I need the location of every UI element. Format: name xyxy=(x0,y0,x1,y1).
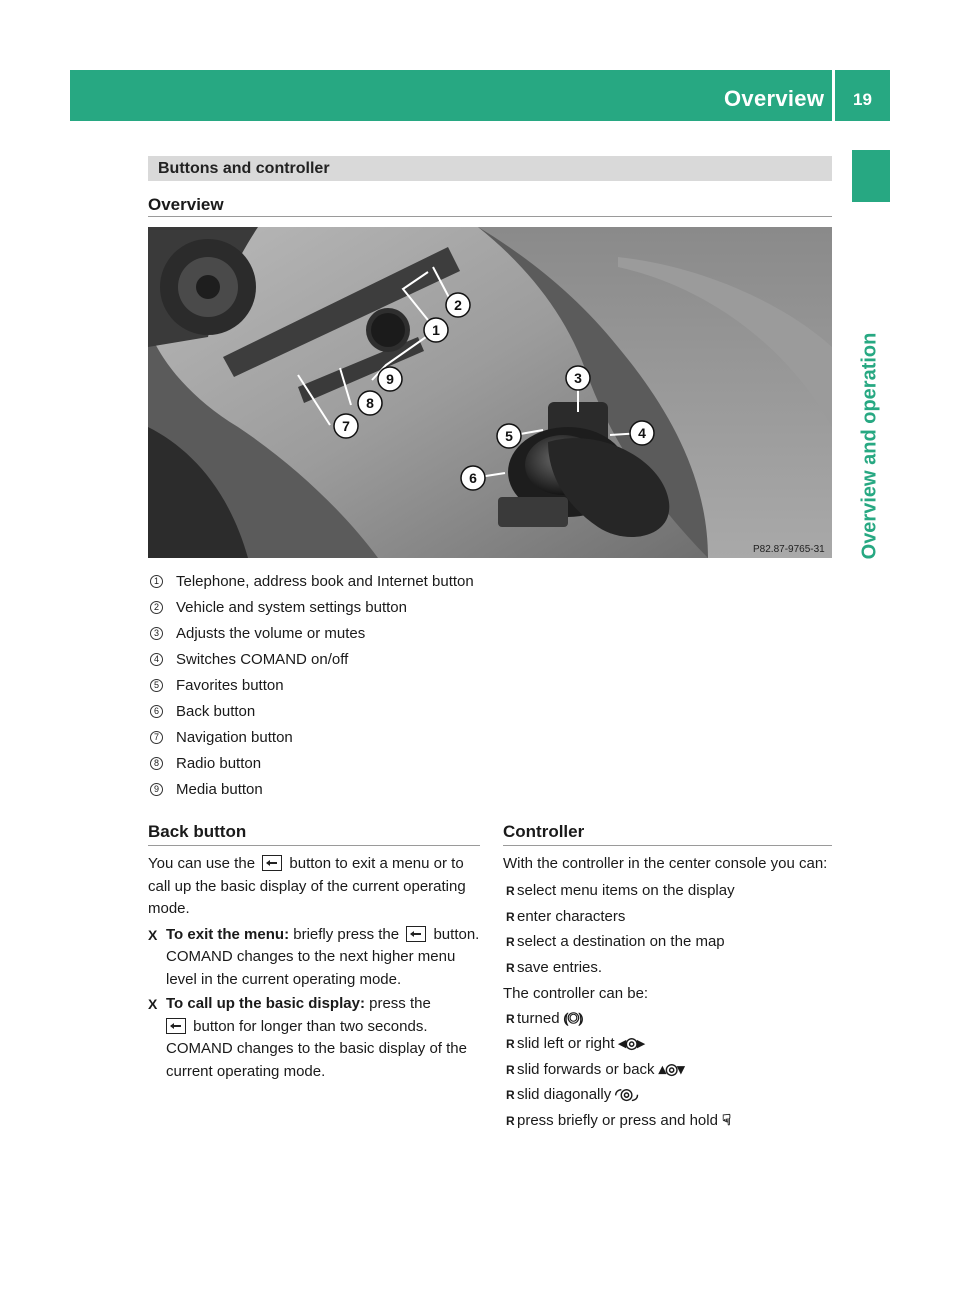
step-title: To exit the menu: xyxy=(166,925,290,943)
legend-number: 1 xyxy=(150,575,163,588)
step-text-post: button. xyxy=(433,925,480,943)
legend-text: Favorites button xyxy=(176,676,284,694)
legend-item xyxy=(148,776,832,802)
callout-2-label: 2 xyxy=(454,297,462,313)
back-icon xyxy=(166,1018,186,1034)
step-text-pre: briefly press the xyxy=(293,925,400,943)
callout-9-label: 9 xyxy=(386,371,394,387)
center-console-photo xyxy=(148,227,832,558)
list-item-text: enter characters xyxy=(517,907,626,925)
legend-text: Radio button xyxy=(176,754,262,772)
list-item-text: slid diagonally xyxy=(517,1086,612,1103)
overview-heading: Overview xyxy=(148,195,224,214)
list-item xyxy=(503,1057,837,1083)
legend-number: 2 xyxy=(150,601,163,614)
legend-item xyxy=(148,568,832,594)
list-item xyxy=(503,955,837,981)
list-item-text: slid left or right xyxy=(517,1035,615,1052)
list-item xyxy=(503,930,837,956)
bullet-icon: R xyxy=(506,935,515,949)
callout-8-label: 8 xyxy=(366,395,374,411)
list-item-text: turned xyxy=(517,1009,560,1027)
legend-number: 8 xyxy=(150,757,163,770)
legend-item xyxy=(148,698,832,724)
intro-text-post: button to exit a menu or to call up the basic display of the current operating mode. xyxy=(148,855,466,917)
callout-legend xyxy=(148,568,832,802)
legend-text: Telephone, address book and Internet button xyxy=(176,572,474,590)
legend-item xyxy=(148,594,832,620)
legend-text: Switches COMAND on/off xyxy=(176,650,349,668)
bullet-icon: R xyxy=(506,884,515,898)
bullet-icon: R xyxy=(506,1037,515,1051)
callout-4-label: 4 xyxy=(638,425,646,441)
legend-text: Adjusts the volume or mutes xyxy=(176,624,366,642)
controller-rule xyxy=(503,845,832,846)
intro-text-pre: You can use the xyxy=(148,855,256,872)
callout-5-label: 5 xyxy=(505,428,513,444)
step-text-pre: press the xyxy=(369,995,431,1012)
bullet-icon: R xyxy=(506,1088,515,1102)
instruction-step xyxy=(148,993,484,1083)
list-item xyxy=(503,1108,837,1134)
list-item-text: slid forwards or back xyxy=(517,1060,655,1078)
legend-item xyxy=(148,646,832,672)
list-item-text: save entries. xyxy=(517,958,603,976)
legend-text: Back button xyxy=(176,702,256,720)
legend-item xyxy=(148,672,832,698)
legend-text: Media button xyxy=(176,780,263,798)
callout-6-label: 6 xyxy=(469,470,477,486)
legend-item xyxy=(148,724,832,750)
list-item xyxy=(503,1032,837,1058)
step-result: COMAND changes to the basic display of the current operating mode. xyxy=(166,1040,467,1080)
legend-text: Vehicle and system settings button xyxy=(176,598,407,616)
legend-number: 9 xyxy=(150,783,163,796)
slide-diagonal-icon: ◜◎◞ xyxy=(615,1086,637,1103)
list-item xyxy=(503,1006,837,1032)
step-title: To call up the basic display: xyxy=(166,995,365,1012)
legend-number: 7 xyxy=(150,731,163,744)
chapter-label: Overview and operation xyxy=(858,332,881,560)
slide-left-right-icon: ◂◎▸ xyxy=(618,1035,644,1052)
list-item xyxy=(503,1083,837,1109)
callout-7-label: 7 xyxy=(342,418,350,434)
step-text-post: button for longer than two seconds. xyxy=(193,1017,428,1035)
page-title: Overview xyxy=(724,86,825,111)
back-button-section xyxy=(148,853,484,1083)
step-result: COMAND changes to the next higher menu level in the current operating mode. xyxy=(166,948,456,988)
list-item-text: select menu items on the display xyxy=(517,882,735,899)
legend-item xyxy=(148,620,832,646)
controller-heading: Controller xyxy=(503,822,585,841)
photo-code: P82.87-9765-31 xyxy=(753,544,825,555)
legend-text: Navigation button xyxy=(176,728,293,746)
step-marker-icon: X xyxy=(148,926,158,943)
bullet-icon: R xyxy=(506,1011,515,1026)
callout-3-label: 3 xyxy=(574,370,582,386)
step-marker-icon: X xyxy=(148,996,158,1012)
press-controller-icon: ☟ xyxy=(721,1111,731,1129)
legend-number: 3 xyxy=(150,627,163,640)
legend-number: 4 xyxy=(150,653,163,666)
back-icon xyxy=(262,855,282,871)
bullet-icon: R xyxy=(506,1062,515,1077)
bullet-icon: R xyxy=(506,960,515,975)
controller-can-be: The controller can be: xyxy=(503,984,649,1002)
legend-item xyxy=(148,750,832,776)
instruction-step xyxy=(148,924,484,992)
controller-section xyxy=(503,853,837,1134)
overview-rule xyxy=(148,216,832,217)
list-item xyxy=(503,879,837,905)
legend-number: 5 xyxy=(150,679,163,692)
page-number: 19 xyxy=(853,90,872,109)
back-button-rule xyxy=(148,845,480,846)
section-title: Buttons and controller xyxy=(158,160,330,177)
side-tab-marker xyxy=(852,150,890,202)
back-icon xyxy=(406,926,426,942)
back-button-intro xyxy=(148,853,484,921)
controller-intro: With the controller in the center console you can: xyxy=(503,855,828,872)
back-button-heading: Back button xyxy=(148,822,247,841)
slide-forward-back-icon: ▴◎▾ xyxy=(658,1060,684,1078)
turn-controller-icon: ⦅◎⦆ xyxy=(563,1009,583,1027)
bullet-icon: R xyxy=(506,1113,515,1128)
legend-number: 6 xyxy=(150,705,163,718)
center-console-illustration xyxy=(148,227,832,558)
callout-1-label: 1 xyxy=(432,322,440,338)
list-item xyxy=(503,904,837,930)
list-item-text: select a destination on the map xyxy=(517,933,725,950)
list-item-text: press briefly or press and hold xyxy=(517,1111,718,1129)
bullet-icon: R xyxy=(506,909,515,924)
